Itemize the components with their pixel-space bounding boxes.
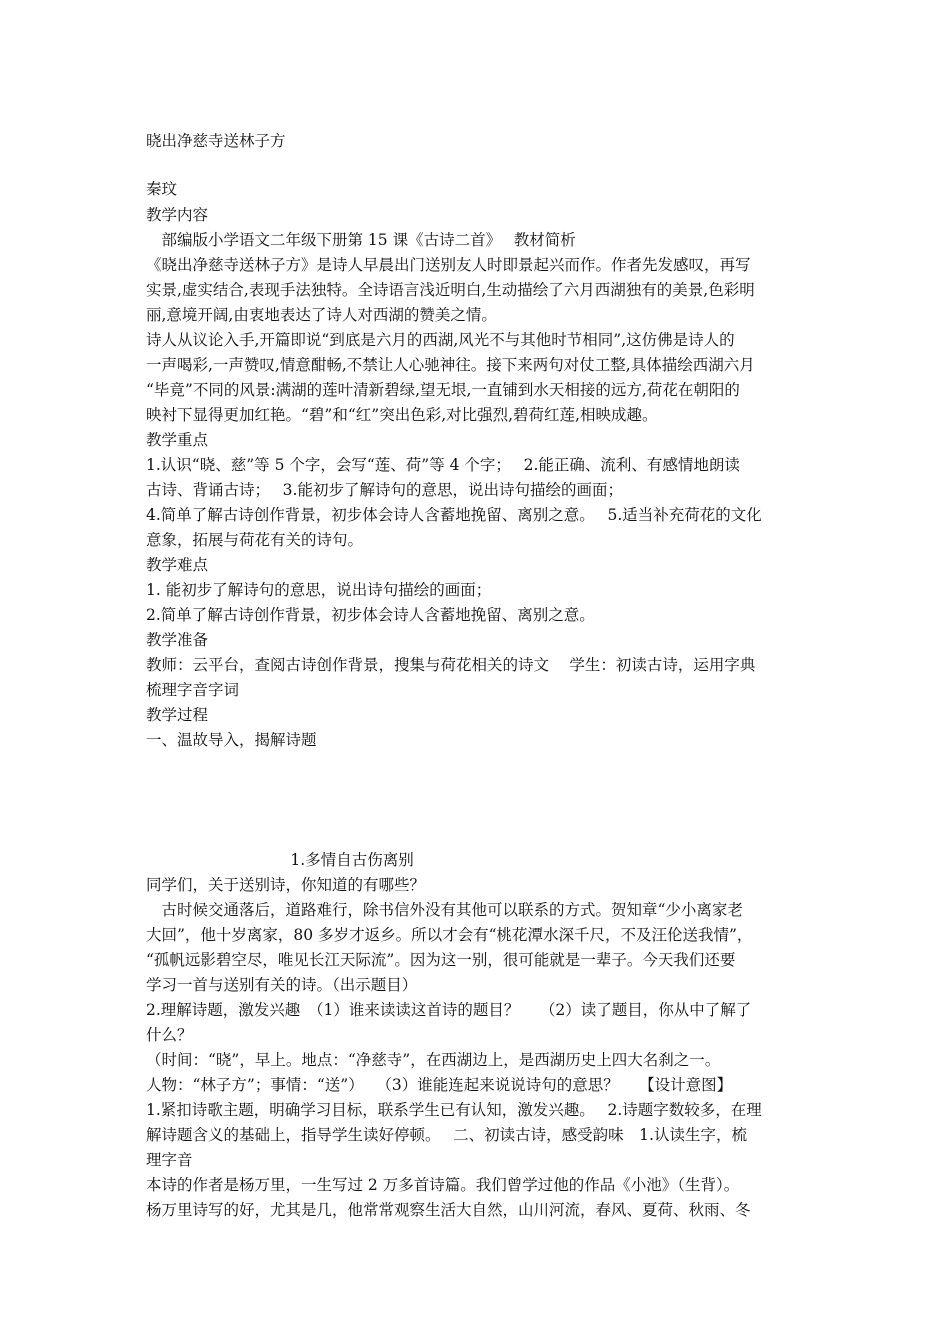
text-line: 意象，拓展与荷花有关的诗句。 bbox=[146, 531, 364, 549]
text-line: 古时候交通落后，道路难行，除书信外没有其他可以联系的方式。贺知章“少小离家老 bbox=[146, 901, 743, 919]
text-line: “毕竟”不同的风景:满湖的莲叶清新碧绿,望无垠,一直铺到水天相接的远方,荷花在朝阳的 bbox=[146, 381, 740, 399]
document-author: 秦玟 bbox=[146, 180, 178, 198]
text-line: 映衬下显得更加红艳。“碧”和“红”突出色彩,对比强烈,碧荷红莲,相映成趣。 bbox=[146, 406, 658, 424]
section-heading-key-points: 教学重点 bbox=[146, 431, 209, 449]
text-line: 杨万里诗写的好，尤其是几，他常常观察生活大自然，山川河流，春风、夏荷、秋雨、冬 bbox=[146, 1201, 751, 1219]
text-line: 本诗的作者是杨万里，一生写过 2 万多首诗篇。我们曾学过他的作品《小池》（生背）。 bbox=[146, 1176, 740, 1194]
text-line: 2.理解诗题，激发兴趣 （1）谁来读读这首诗的题目？ （2）读了题目，你从中了解了 bbox=[146, 1001, 752, 1019]
text-line: 理字音 bbox=[146, 1151, 193, 1169]
text-line: 什么？ bbox=[146, 1026, 193, 1044]
subheading-line: 1.多情自古伤离别 bbox=[146, 851, 414, 869]
text-line: 2.简单了解古诗创作背景，初步体会诗人含蓄地挽留、离别之意。 bbox=[146, 606, 595, 624]
text-line: 解诗题含义的基础上，指导学生读好停顿。 二、初读古诗，感受韵味 1.认读生字，梳 bbox=[146, 1126, 747, 1144]
text-line: 实景,虚实结合,表现手法独特。全诗语言浅近明白,生动描绘了六月西湖独有的美景,色彩明 bbox=[146, 281, 755, 299]
text-line: 古诗、背诵古诗； 3.能初步了解诗句的意思，说出诗句描绘的画面； bbox=[146, 481, 623, 499]
section-heading-difficulties: 教学难点 bbox=[146, 556, 209, 574]
section-heading-content: 教学内容 bbox=[146, 206, 209, 224]
section-heading-process: 教学过程 bbox=[146, 706, 209, 724]
text-line: 1.紧扣诗歌主题，明确学习目标，联系学生已有认知，激发兴趣。 2.诗题字数较多，在理 bbox=[146, 1101, 762, 1119]
text-line: 人物：“林子方”；事情：“送”） （3）谁能连起来说说诗句的意思？ 【设计意图】 bbox=[146, 1076, 733, 1094]
text-line: 同学们，关于送别诗，你知道的有哪些？ bbox=[146, 876, 426, 894]
text-line: 1.认识“晓、慈”等 5 个字，会写“莲、荷”等 4 个字； 2.能正确、流利、有感情地朗读 bbox=[146, 456, 740, 474]
text-line: 1. 能初步了解诗句的意思，说出诗句描绘的画面； bbox=[146, 581, 492, 599]
text-line: 诗人从议论入手,开篇即说“到底是六月的西湖,风光不与其他时节相同”,这仿佛是诗人的 bbox=[146, 331, 735, 349]
text-line: “孤帆远影碧空尽，唯见长江天际流”。因为这一别，很可能就是一辈子。今天我们还要 bbox=[146, 951, 736, 969]
text-line: （时间：“晓”，早上。地点：“净慈寺”，在西湖边上，是西湖历史上四大名刹之一。 bbox=[146, 1051, 721, 1069]
document-title: 晓出净慈寺送林子方 bbox=[146, 132, 286, 150]
text-line: 《晓出净慈寺送林子方》是诗人早晨出门送别友人时即景起兴而作。作者先发感叹，再写 bbox=[146, 256, 751, 274]
text-line: 部编版小学语文二年级下册第 15 课《古诗二首》 教材简析 bbox=[146, 231, 576, 249]
text-line: 学习一首与送别有关的诗。（出示题目） bbox=[146, 976, 418, 994]
text-line: 教师：云平台，查阅古诗创作背景，搜集与荷花相关的诗文 学生：初读古诗，运用字典 bbox=[146, 656, 756, 674]
text-line: 大回”，他十岁离家，80 多岁才返乡。所以才会有“桃花潭水深千尺，不及汪伦送我情”， bbox=[146, 926, 753, 944]
text-line: 4.简单了解古诗创作背景，初步体会诗人含蓄地挽留、离别之意。 5.适当补充荷花的文化 bbox=[146, 506, 762, 524]
text-line: 一声喝彩,一声赞叹,情意酣畅,不禁让人心驰神往。接下来两句对仗工整,具体描绘西湖六月 bbox=[146, 356, 755, 374]
text-line: 丽,意境开阔,由衷地表达了诗人对西湖的赞美之情。 bbox=[146, 306, 497, 324]
section-heading-preparation: 教学准备 bbox=[146, 631, 209, 649]
text-line: 一、温故导入，揭解诗题 bbox=[146, 731, 317, 749]
text-line: 梳理字音字词 bbox=[146, 681, 240, 699]
